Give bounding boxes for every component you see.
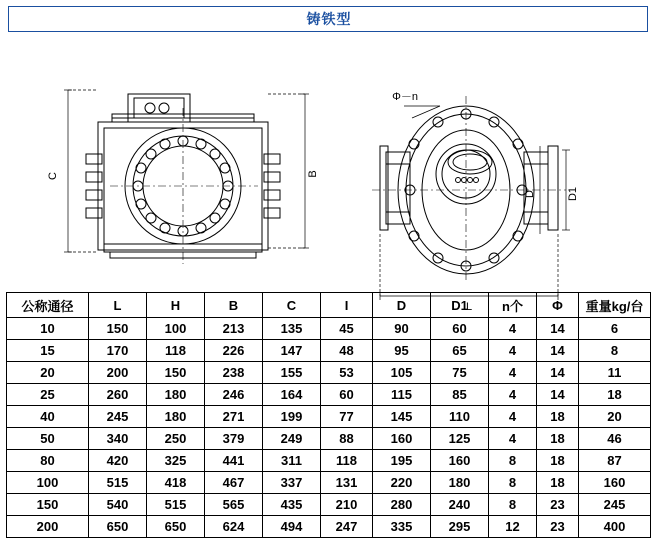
table-cell: 160 xyxy=(373,428,431,450)
table-cell: 180 xyxy=(431,472,489,494)
table-cell: 118 xyxy=(147,340,205,362)
table-row xyxy=(7,362,651,384)
table-cell: 118 xyxy=(321,450,373,472)
table-cell: 8 xyxy=(579,340,651,362)
table-cell: 295 xyxy=(431,516,489,538)
table-cell: 53 xyxy=(321,362,373,384)
table-cell: 48 xyxy=(321,340,373,362)
page-title: 铸铁型 xyxy=(306,11,352,27)
label-d1: D1 xyxy=(567,186,579,202)
table-cell: 418 xyxy=(147,472,205,494)
label-c: C xyxy=(47,172,59,180)
table-cell: 540 xyxy=(89,494,147,516)
column-header: D1 xyxy=(431,293,489,318)
table-cell: 18 xyxy=(537,472,579,494)
table-cell: 180 xyxy=(147,406,205,428)
column-header: C xyxy=(263,293,321,318)
table-row xyxy=(7,384,651,406)
table-cell: 420 xyxy=(89,450,147,472)
table-cell: 87 xyxy=(579,450,651,472)
table-row xyxy=(7,450,651,472)
table-cell: 4 xyxy=(489,384,537,406)
table-cell: 325 xyxy=(147,450,205,472)
table-cell: 280 xyxy=(373,494,431,516)
table-cell: 565 xyxy=(205,494,263,516)
table-cell: 180 xyxy=(147,384,205,406)
table-cell: 260 xyxy=(89,384,147,406)
spec-table xyxy=(6,292,651,538)
table-cell: 4 xyxy=(489,318,537,340)
table-header-row xyxy=(7,293,651,318)
table-cell: 246 xyxy=(205,384,263,406)
table-cell: 50 xyxy=(7,428,89,450)
table-cell: 20 xyxy=(579,406,651,428)
table-cell: 160 xyxy=(579,472,651,494)
table-cell: 77 xyxy=(321,406,373,428)
column-header: D xyxy=(373,293,431,318)
table-cell: 200 xyxy=(7,516,89,538)
table-cell: 18 xyxy=(537,450,579,472)
table-cell: 247 xyxy=(321,516,373,538)
table-cell: 8 xyxy=(489,450,537,472)
table-cell: 494 xyxy=(263,516,321,538)
table-cell: 90 xyxy=(373,318,431,340)
table-cell: 145 xyxy=(373,406,431,428)
column-header: n个 xyxy=(489,293,537,318)
table-cell: 160 xyxy=(431,450,489,472)
spec-table-wrap xyxy=(6,292,650,538)
table-cell: 110 xyxy=(431,406,489,428)
table-cell: 195 xyxy=(373,450,431,472)
table-cell: 240 xyxy=(431,494,489,516)
table-cell: 147 xyxy=(263,340,321,362)
table-cell: 40 xyxy=(7,406,89,428)
label-l: L xyxy=(465,301,473,313)
table-cell: 4 xyxy=(489,340,537,362)
column-header: H xyxy=(147,293,205,318)
table-cell: 150 xyxy=(7,494,89,516)
table-cell: 88 xyxy=(321,428,373,450)
table-cell: 11 xyxy=(579,362,651,384)
label-phi-n: Φ－n xyxy=(392,91,418,103)
table-cell: 4 xyxy=(489,406,537,428)
label-b: B xyxy=(307,170,319,178)
table-cell: 105 xyxy=(373,362,431,384)
table-cell: 245 xyxy=(579,494,651,516)
table-cell: 60 xyxy=(321,384,373,406)
table-cell: 226 xyxy=(205,340,263,362)
table-cell: 23 xyxy=(537,516,579,538)
table-cell: 60 xyxy=(431,318,489,340)
table-cell: 435 xyxy=(263,494,321,516)
table-cell: 199 xyxy=(263,406,321,428)
column-header: L xyxy=(89,293,147,318)
table-cell: 14 xyxy=(537,340,579,362)
table-cell: 441 xyxy=(205,450,263,472)
table-cell: 311 xyxy=(263,450,321,472)
table-cell: 135 xyxy=(263,318,321,340)
table-cell: 8 xyxy=(489,494,537,516)
table-cell: 65 xyxy=(431,340,489,362)
table-cell: 271 xyxy=(205,406,263,428)
column-header: 重量kg/台 xyxy=(579,293,651,318)
table-cell: 23 xyxy=(537,494,579,516)
table-cell: 4 xyxy=(489,362,537,384)
table-cell: 515 xyxy=(147,494,205,516)
table-cell: 95 xyxy=(373,340,431,362)
table-cell: 340 xyxy=(89,428,147,450)
table-cell: 15 xyxy=(7,340,89,362)
table-cell: 335 xyxy=(373,516,431,538)
table-cell: 213 xyxy=(205,318,263,340)
table-cell: 100 xyxy=(7,472,89,494)
table-cell: 100 xyxy=(147,318,205,340)
table-row xyxy=(7,340,651,362)
table-cell: 164 xyxy=(263,384,321,406)
table-cell: 379 xyxy=(205,428,263,450)
table-cell: 8 xyxy=(489,472,537,494)
table-cell: 467 xyxy=(205,472,263,494)
column-header: Φ xyxy=(537,293,579,318)
table-row xyxy=(7,318,651,340)
table-cell: 46 xyxy=(579,428,651,450)
table-cell: 12 xyxy=(489,516,537,538)
table-cell: 249 xyxy=(263,428,321,450)
column-header: 公称通径 xyxy=(7,293,89,318)
table-row xyxy=(7,494,651,516)
table-cell: 200 xyxy=(89,362,147,384)
table-cell: 85 xyxy=(431,384,489,406)
table-cell: 650 xyxy=(89,516,147,538)
table-cell: 14 xyxy=(537,318,579,340)
table-cell: 337 xyxy=(263,472,321,494)
table-cell: 6 xyxy=(579,318,651,340)
table-cell: 624 xyxy=(205,516,263,538)
table-cell: 131 xyxy=(321,472,373,494)
title-bar xyxy=(8,6,648,32)
table-cell: 25 xyxy=(7,384,89,406)
table-cell: 250 xyxy=(147,428,205,450)
table-cell: 238 xyxy=(205,362,263,384)
table-cell: 245 xyxy=(89,406,147,428)
table-cell: 400 xyxy=(579,516,651,538)
label-d: D xyxy=(524,190,536,198)
table-cell: 150 xyxy=(89,318,147,340)
table-row xyxy=(7,428,651,450)
table-cell: 18 xyxy=(537,406,579,428)
table-cell: 650 xyxy=(147,516,205,538)
table-cell: 155 xyxy=(263,362,321,384)
table-cell: 150 xyxy=(147,362,205,384)
table-cell: 170 xyxy=(89,340,147,362)
table-cell: 115 xyxy=(373,384,431,406)
table-cell: 75 xyxy=(431,362,489,384)
table-cell: 125 xyxy=(431,428,489,450)
table-cell: 220 xyxy=(373,472,431,494)
table-cell: 515 xyxy=(89,472,147,494)
table-cell: 14 xyxy=(537,362,579,384)
table-cell: 20 xyxy=(7,362,89,384)
column-header: I xyxy=(321,293,373,318)
table-cell: 80 xyxy=(7,450,89,472)
table-cell: 14 xyxy=(537,384,579,406)
table-cell: 45 xyxy=(321,318,373,340)
column-header: B xyxy=(205,293,263,318)
table-cell: 210 xyxy=(321,494,373,516)
table-cell: 18 xyxy=(537,428,579,450)
table-row xyxy=(7,406,651,428)
table-cell: 10 xyxy=(7,318,89,340)
table-cell: 4 xyxy=(489,428,537,450)
table-cell: 18 xyxy=(579,384,651,406)
table-row xyxy=(7,472,651,494)
table-row xyxy=(7,516,651,538)
